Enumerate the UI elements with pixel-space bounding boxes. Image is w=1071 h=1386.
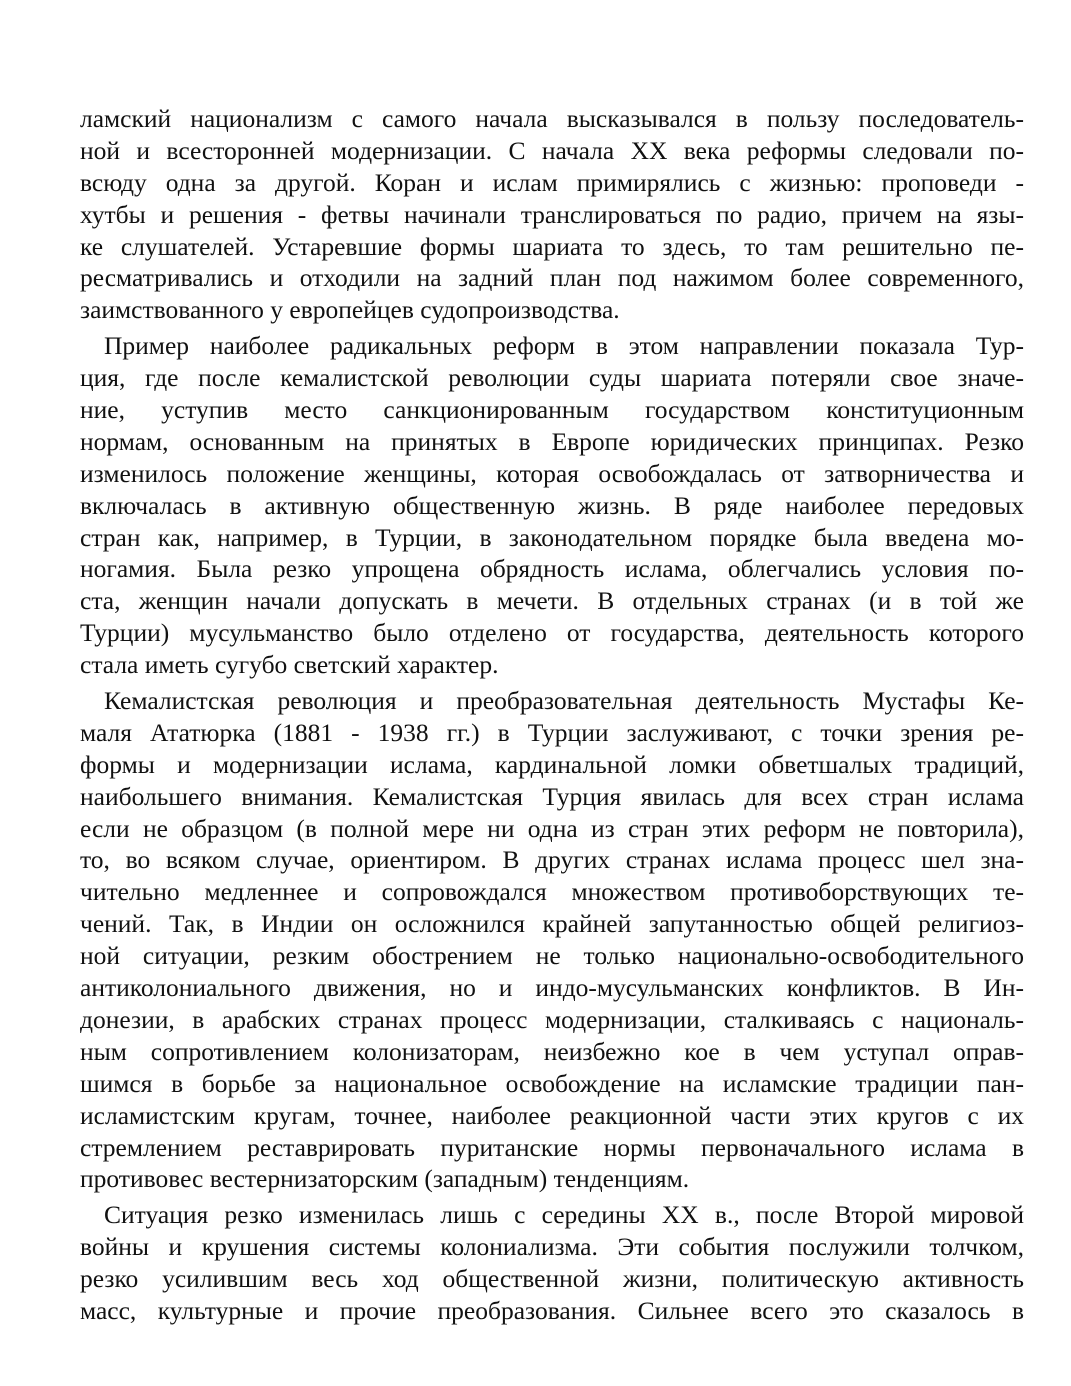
text-line: Пример наиболее радикальных реформ в этом направлении показала Тур- [104, 331, 1024, 361]
text-line: включалась в активную общественную жизнь. В ряде наиболее передовых [80, 490, 1024, 520]
text-line: Ситуация резко изменилась лишь с середины XX в., после Второй мировой [104, 1200, 1024, 1230]
text-line: исламистским кругам, точнее, наиболее реакционной части этих кругов с их [80, 1100, 1024, 1130]
text-line: нормам, основанным на принятых в Европе юридических принципах. Резко [80, 426, 1024, 456]
text-line: ке слушателей. Устаревшие формы шариата то здесь, то там решительно пе- [80, 231, 1024, 261]
text-line: ной ситуации, резким обострением не только национально-освободительного [80, 941, 1024, 971]
text-line: ресматривались и отходили на задний план под нажимом более современного, [80, 263, 1024, 293]
document-page [80, 103, 1024, 1327]
text-line: донезии, в арабских странах процесс модернизации, сталкиваясь с националь- [80, 1004, 1024, 1034]
text-line: маля Ататюрка (1881 - 1938 гг.) в Турции заслуживают, с точки зрения ре- [80, 717, 1024, 747]
paragraph-1 [80, 103, 1024, 326]
text-line: изменилось положение женщины, которая освобождалась от затворничества и [80, 458, 1024, 488]
text-line: если не образцом (в полной мере ни одна из стран этих реформ не повторила), [80, 813, 1024, 843]
text-line: Турции) мусульманство было отделено от государства, деятельность которого [80, 618, 1024, 648]
text-line: стремлением реставрировать пуританские нормы первоначального ислама в [80, 1132, 1024, 1162]
paragraph-4 [80, 1199, 1024, 1327]
paragraph-3 [80, 685, 1024, 1195]
text-line: чений. Так, в Индии он осложнился крайней запутанностью общей религиоз- [80, 909, 1024, 939]
text-line: всюду одна за другой. Коран и ислам примирялись с жизнью: проповеди - [80, 167, 1024, 197]
text-line: ста, женщин начали допускать в мечети. В отдельных странах (и в той же [80, 586, 1024, 616]
text-line: ламский национализм с самого начала высказывался в пользу последователь- [80, 104, 1024, 133]
text-line: антиколониального движения, но и индо-мусульманских конфликтов. В Ин- [80, 973, 1024, 1003]
text-line: чительно медленнее и сопровождался множеством противоборствующих те- [80, 877, 1024, 907]
text-line: стала иметь сугубо светский характер. [80, 650, 499, 680]
text-line: хутбы и решения - фетвы начинали транслироваться по радио, причем на язы- [80, 199, 1024, 229]
text-line: масс, культурные и прочие преобразования. Сильнее всего это сказалось в [80, 1295, 1024, 1325]
text-line: ногамия. Была резко упрощена обрядность ислама, облегчались условия по- [80, 554, 1024, 584]
text-line: ция, где после кемалистской революции суды шариата потеряли свое значе- [80, 363, 1024, 393]
paragraph-2 [80, 330, 1024, 681]
text-line: стран как, например, в Турции, в законодательном порядке была введена мо- [80, 522, 1024, 552]
text-line: формы и модернизации ислама, кардинальной ломки обветшалых традиций, [80, 749, 1024, 779]
text-line: резко усилившим весь ход общественной жизни, политическую активность [80, 1264, 1024, 1294]
text-line: ной и всесторонней модернизации. С начала XX века реформы следовали по- [80, 135, 1024, 165]
text-line: войны и крушения системы колониализма. Эти события послужили толчком, [80, 1232, 1024, 1262]
text-line: наибольшего внимания. Кемалистская Турция явилась для всех стран ислама [80, 781, 1024, 811]
text-line: шимся в борьбе за национальное освобождение на исламские традиции пан- [80, 1068, 1024, 1098]
text-line: противовес вестернизаторским (западным) тенденциям. [80, 1164, 690, 1194]
text-line: заимствованного у европейцев судопроизводства. [80, 295, 620, 325]
text-line: ным сопротивлением колонизаторам, неизбежно кое в чем уступал оправ- [80, 1036, 1024, 1066]
text-line: Кемалистская революция и преобразовательная деятельность Мустафы Ке- [104, 686, 1024, 716]
text-line: ние, уступив место санкционированным государством конституционным [80, 395, 1024, 425]
text-line: то, во всяком случае, ориентиром. В других странах ислама процесс шел зна- [80, 845, 1024, 875]
